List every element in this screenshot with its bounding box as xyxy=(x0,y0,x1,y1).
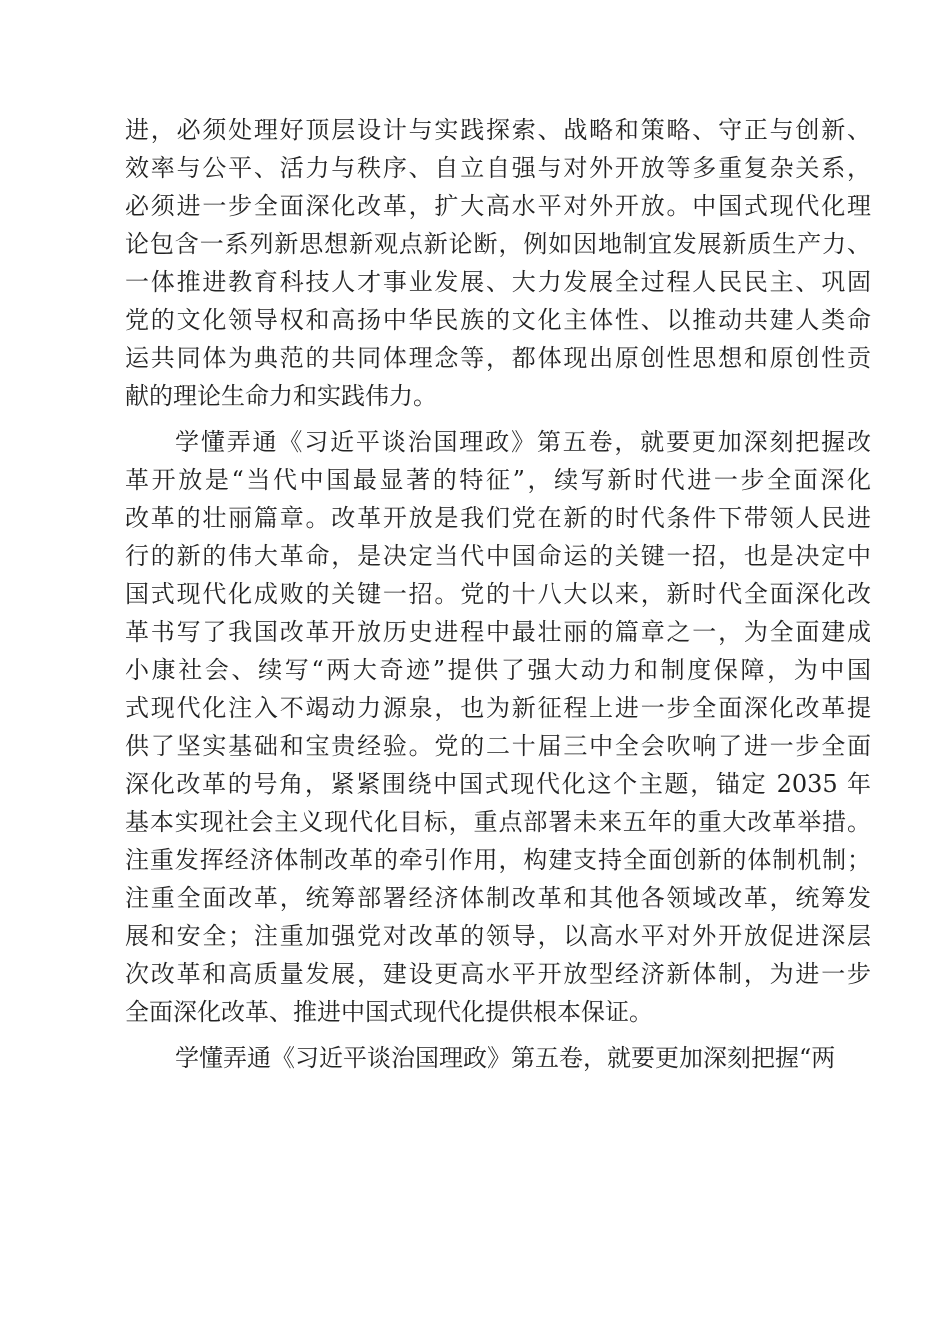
text-line: 深化改革的号角，紧紧围绕中国式现代化这个主题，锚定 2035 年 xyxy=(125,770,871,798)
text-line: 行的新的伟大革命，是决定当代中国命运的关键一招，也是决定中 xyxy=(125,542,871,570)
text-line: 学懂弄通《习近平谈治国理政》第五卷，就要更加深刻把握改 xyxy=(175,428,871,456)
text-line: 供了坚实基础和宝贵经验。党的二十届三中全会吹响了进一步全面 xyxy=(125,732,871,760)
document-page xyxy=(125,111,871,1085)
text-line: 小康社会、续写“两大奇迹”提供了强大动力和制度保障，为中国 xyxy=(125,656,871,684)
text-line: 展和安全；注重加强党对改革的领导，以高水平对外开放促进深层 xyxy=(125,922,871,950)
text-line: 党的文化领导权和高扬中华民族的文化主体性、以推动共建人类命 xyxy=(125,306,871,334)
text-line: 革开放是“当代中国最显著的特征”，续写新时代进一步全面深化 xyxy=(125,466,871,494)
text-line: 全面深化改革、推进中国式现代化提供根本保证。 xyxy=(125,998,653,1026)
text-line: 一体推进教育科技人才事业发展、大力发展全过程人民民主、巩固 xyxy=(125,268,871,296)
paragraph-1 xyxy=(125,111,871,415)
text-line: 必须进一步全面深化改革，扩大高水平对外开放。中国式现代化理 xyxy=(125,192,871,220)
text-line: 献的理论生命力和实践伟力。 xyxy=(125,382,437,410)
text-line: 运共同体为典范的共同体理念等，都体现出原创性思想和原创性贡 xyxy=(125,344,871,372)
paragraph-3 xyxy=(125,1039,871,1077)
text-line: 次改革和高质量发展，建设更高水平开放型经济新体制，为进一步 xyxy=(125,960,871,988)
text-line: 注重发挥经济体制改革的牵引作用，构建支持全面创新的体制机制； xyxy=(125,846,871,874)
paragraph-2 xyxy=(125,423,871,1031)
text-line: 基本实现社会主义现代化目标，重点部署未来五年的重大改革举措。 xyxy=(125,808,871,836)
text-line: 注重全面改革，统筹部署经济体制改革和其他各领域改革，统筹发 xyxy=(125,884,871,912)
text-line: 论包含一系列新思想新观点新论断，例如因地制宜发展新质生产力、 xyxy=(125,230,871,258)
text-line: 改革的壮丽篇章。改革开放是我们党在新的时代条件下带领人民进 xyxy=(125,504,871,532)
text-line: 进，必须处理好顶层设计与实践探索、战略和策略、守正与创新、 xyxy=(125,116,871,144)
text-line: 效率与公平、活力与秩序、自立自强与对外开放等多重复杂关系， xyxy=(125,154,871,182)
text-line: 革书写了我国改革开放历史进程中最壮丽的篇章之一，为全面建成 xyxy=(125,618,871,646)
text-line: 式现代化注入不竭动力源泉，也为新征程上进一步全面深化改革提 xyxy=(125,694,871,722)
text-line: 学懂弄通《习近平谈治国理政》第五卷，就要更加深刻把握“两 xyxy=(175,1044,836,1072)
text-line: 国式现代化成败的关键一招。党的十八大以来，新时代全面深化改 xyxy=(125,580,871,608)
